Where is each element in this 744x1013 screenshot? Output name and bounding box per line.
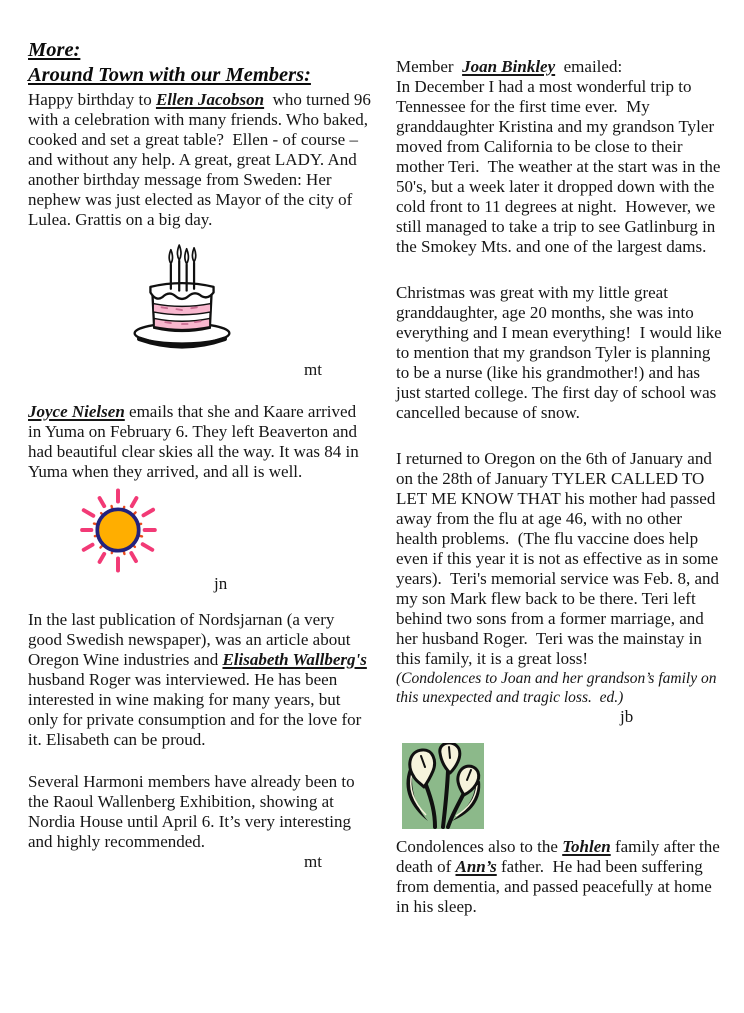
- sun-illustration: [72, 484, 164, 576]
- paragraph-tohlen-condolences: [396, 837, 726, 917]
- paragraph-ellen-birthday: [28, 90, 376, 230]
- paragraph-text: emails that she and Kaare arrived in Yuma on February 6. They left Beaverton and had beautiful clear skies all the way. It was 84 in Yuma when they arrived, and all is well.: [28, 402, 363, 481]
- paragraph-january-news: I returned to Oregon on the 6th of January and on the 28th of January TYLER CALLED TO LET ME KNOW THAT his mother had passed away from the flu at age 46, with no other health problems. (The flu vaccine does help even if this year it is not as effective as in some years). Teri's memorial service was Feb. 8, and my son Mark flew back to be there. Teri left behind two sons from a former marriage, and her husband Roger. Teri was the mainstay in this family, it is a great loss!: [396, 449, 724, 668]
- heading-around-town: Around Town with our Members:: [28, 64, 311, 86]
- initials-jn: jn: [214, 574, 228, 593]
- left-column: [28, 38, 376, 872]
- member-name-ellen-jacobson: Ellen Jacobson: [155, 90, 265, 109]
- initials-jb: jb: [620, 707, 634, 726]
- member-name-elisabeth-wallberg: Elisabeth Wallberg's: [222, 650, 367, 669]
- member-name-joyce-nielsen: Joyce Nielsen: [28, 402, 125, 421]
- paragraph-text: Member: [396, 57, 463, 76]
- paragraph-december-trip: In December I had a most wonderful trip to Tennessee for the first time ever. My granddaughter Kristina and my grandson Tyler moved from California to be close to their mother Teri. The weather at the start was in the 50's, but a week later it dropped down with the cold front to 11 degrees at night. However, we still managed to take a trip to see Gatlinburg in the Smokey Mts. and one of the largest dams.: [396, 77, 725, 256]
- heading-more: More:: [28, 39, 81, 61]
- member-name-anns: Ann’s: [455, 857, 497, 876]
- paragraph-text: emailed:: [555, 57, 623, 76]
- birthday-cake-illustration: [130, 238, 234, 358]
- member-name-tohlen: Tohlen: [562, 837, 611, 856]
- birthday-cake-icon: [130, 238, 234, 358]
- paragraph-text: father. He had been suffering from dementia, and passed peacefully at home in his sleep.: [396, 857, 717, 916]
- paragraph-text: Happy birthday to: [28, 90, 156, 109]
- paragraph-text: In the last publication of Nordsjarnan (a very good Swedish newspaper), was an article about Oregon Wine industries and: [28, 610, 355, 669]
- editor-note: (Condolences to Joan and her grandson’s family on this unexpected and tragic loss. ed.): [396, 670, 721, 706]
- member-name-joan-binkley: Joan Binkley: [462, 57, 556, 76]
- sun-icon: [72, 484, 164, 576]
- right-column: [396, 57, 726, 917]
- calla-lily-icon: [402, 743, 484, 829]
- paragraph-text: Condolences also to the: [396, 837, 563, 856]
- paragraph-text: family after the death of: [396, 837, 724, 876]
- paragraph-text: who turned 96 with a celebration with many friends. Who baked, cooked and set a great table? Ellen - of course – and without any help. A great, great LADY. And another birthday message from Sweden: Her nephew was just elected as Mayor of the city of Lulea. Grattis on a big day.: [28, 90, 376, 229]
- paragraph-text: husband Roger was interviewed. He has been interested in wine making for many years, but only for private consumption and for the love for it. Elisabeth can be proud.: [28, 650, 376, 749]
- initials-mt-1: mt: [304, 360, 322, 379]
- calla-lily-illustration: [402, 743, 484, 829]
- initials-mt-2: mt: [304, 852, 322, 871]
- paragraph-harmoni-exhibition: Several Harmoni members have already been to the Raoul Wallenberg Exhibition, showing at Nordia House until April 6. It’s very interesting and highly recommended.: [28, 772, 359, 851]
- paragraph-joyce-nielsen: [28, 402, 372, 482]
- paragraph-joan-intro: [396, 57, 726, 77]
- paragraph-elisabeth-wallberg: [28, 610, 376, 750]
- paragraph-christmas: Christmas was great with my little great granddaughter, age 20 months, she was into everything and I mean everything! I would like to mention that my grandson Tyler is planning to be a nurse (like his grandmother!) and has just started college. The first day of school was cancelled because of snow.: [396, 283, 726, 422]
